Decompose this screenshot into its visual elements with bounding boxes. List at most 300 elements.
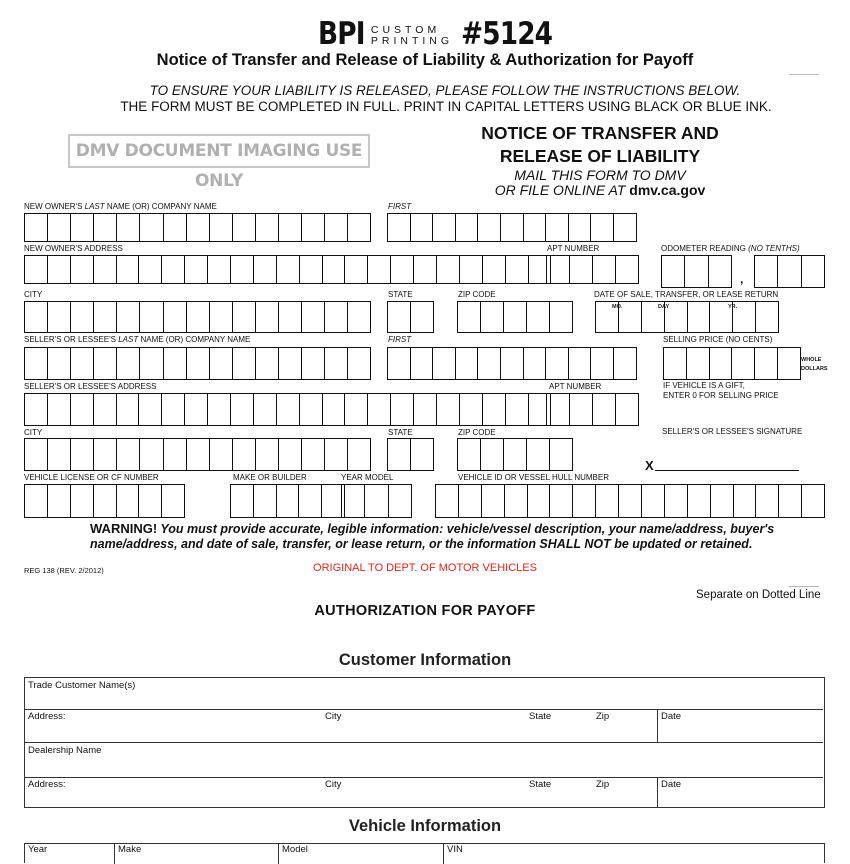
label-seller-name [24, 335, 250, 344]
input-seller-first-name[interactable] [387, 347, 636, 380]
char-box[interactable] [569, 393, 593, 426]
input-odometer-units[interactable] [754, 255, 824, 288]
char-box[interactable] [70, 213, 94, 242]
char-box[interactable] [618, 484, 642, 518]
file-online-line [440, 182, 760, 198]
char-box[interactable] [347, 347, 371, 380]
char-box[interactable] [347, 213, 371, 242]
char-box[interactable] [387, 301, 411, 333]
char-box[interactable] [661, 255, 685, 288]
label-last: LAST [118, 335, 139, 344]
field-zip[interactable]: Zip [596, 711, 610, 722]
field-dealership-name[interactable]: Dealership Name [28, 745, 102, 756]
char-box[interactable] [209, 213, 233, 242]
field-city[interactable]: City [325, 711, 342, 722]
char-box[interactable] [47, 301, 71, 333]
char-box[interactable] [436, 255, 460, 284]
input-vehicle-license[interactable] [24, 484, 184, 518]
char-box[interactable] [116, 347, 140, 380]
char-box[interactable] [590, 213, 614, 242]
label-part: NAME (OR) COMPANY NAME [104, 202, 217, 211]
char-box[interactable] [301, 438, 325, 471]
char-box[interactable] [298, 484, 322, 518]
char-box[interactable] [500, 213, 524, 242]
field-address[interactable]: Address: [28, 711, 66, 722]
char-box[interactable] [526, 438, 550, 471]
char-box[interactable] [278, 213, 302, 242]
char-box[interactable] [364, 484, 388, 518]
char-box[interactable] [207, 255, 231, 284]
label-last: LAST [84, 202, 105, 211]
label-seller-address: SELLER'S OR LESSEE'S ADDRESS [24, 382, 157, 391]
char-box[interactable] [299, 393, 323, 426]
char-box[interactable] [24, 393, 48, 426]
char-box[interactable] [505, 255, 529, 284]
char-box[interactable] [255, 347, 279, 380]
gift-note-line-1: IF VEHICLE IS A GIFT, [663, 381, 745, 390]
char-box[interactable] [569, 255, 593, 284]
label-seller-apt: APT NUMBER [549, 382, 602, 391]
char-box[interactable] [686, 347, 710, 380]
input-year-model[interactable] [341, 484, 411, 518]
char-box[interactable] [232, 438, 256, 471]
form-title: Notice of Transfer and Release of Liability & Authorization for Payoff [156, 51, 694, 69]
logo-printing: PRINTING [370, 35, 454, 47]
file-online-text: OR FILE ONLINE AT [494, 182, 626, 198]
dmv-website[interactable]: dmv.ca.gov [629, 182, 706, 198]
char-box[interactable] [301, 347, 325, 380]
char-box[interactable] [457, 301, 481, 333]
char-box[interactable] [186, 347, 210, 380]
char-box[interactable] [568, 347, 592, 380]
char-box[interactable] [255, 213, 279, 242]
char-box[interactable] [503, 438, 527, 471]
char-box[interactable] [70, 255, 94, 284]
char-box[interactable] [546, 255, 570, 284]
field-year[interactable]: Year [28, 844, 48, 855]
char-box[interactable] [455, 213, 479, 242]
char-box[interactable] [70, 347, 94, 380]
char-box[interactable] [613, 213, 637, 242]
label-new-owner-name [24, 202, 217, 211]
input-seller-apt[interactable] [546, 393, 638, 426]
char-box[interactable] [24, 301, 48, 333]
input-date-of-sale[interactable] [595, 301, 778, 333]
char-box[interactable] [410, 213, 434, 242]
char-box[interactable] [592, 255, 616, 284]
char-box[interactable] [70, 484, 94, 518]
vehicle-info-table [24, 843, 825, 863]
logo-form-number: #5124 [461, 16, 553, 52]
char-box[interactable] [232, 301, 256, 333]
char-box[interactable] [801, 484, 825, 518]
label-seller-state: STATE [388, 428, 413, 437]
char-box[interactable] [664, 484, 688, 518]
label-part: SELLER'S OR LESSEE'S [24, 335, 119, 344]
char-box[interactable] [523, 347, 547, 380]
char-box[interactable] [186, 301, 210, 333]
char-box[interactable] [457, 438, 481, 471]
char-box[interactable] [163, 213, 187, 242]
notice-title-line-1: NOTICE OF TRANSFER AND [481, 123, 719, 143]
char-box[interactable] [347, 438, 371, 471]
label-vehicle-id: VEHICLE ID OR VESSEL HULL NUMBER [458, 473, 610, 482]
char-box[interactable] [708, 255, 732, 288]
char-box[interactable] [47, 255, 71, 284]
reg-number: REG 138 (REV. 2/2012) [24, 566, 104, 575]
char-box[interactable] [209, 438, 233, 471]
char-box[interactable] [230, 255, 254, 284]
input-new-owner-state[interactable] [387, 301, 433, 333]
label-whole-dollars [801, 356, 828, 374]
char-box[interactable] [161, 484, 185, 518]
warning-text [90, 521, 790, 552]
field-trade-customer-names[interactable]: Trade Customer Name(s) [28, 680, 136, 691]
char-box[interactable] [684, 255, 708, 288]
field-state[interactable]: State [529, 711, 552, 722]
char-box[interactable] [163, 347, 187, 380]
field-dealer-city[interactable]: City [325, 779, 342, 790]
input-seller-city[interactable] [24, 438, 370, 471]
char-box[interactable] [432, 347, 456, 380]
input-new-owner-zip[interactable] [457, 301, 572, 333]
odometer-comma: , [740, 272, 744, 286]
char-box[interactable] [778, 484, 802, 518]
char-box[interactable] [24, 213, 48, 242]
label-gift-note [663, 381, 779, 400]
char-box[interactable] [161, 255, 185, 284]
char-box[interactable] [184, 255, 208, 284]
char-box[interactable] [545, 347, 569, 380]
char-box[interactable] [410, 347, 434, 380]
input-make-builder[interactable] [230, 484, 344, 518]
input-odometer-thousands[interactable] [661, 255, 731, 288]
label-part: NAME (OR) COMPANY NAME [138, 335, 251, 344]
char-box[interactable] [435, 484, 459, 518]
char-box[interactable] [186, 213, 210, 242]
char-box[interactable] [301, 213, 325, 242]
char-box[interactable] [93, 438, 117, 471]
input-new-owner-city[interactable] [24, 301, 370, 333]
char-box[interactable] [93, 301, 117, 333]
field-vin[interactable]: VIN [447, 844, 463, 855]
char-box[interactable] [253, 393, 277, 426]
col-divider [657, 777, 658, 807]
label-no-tenths: (NO TENTHS) [748, 244, 800, 253]
char-box[interactable] [481, 484, 505, 518]
char-box[interactable] [546, 393, 570, 426]
char-box[interactable] [116, 255, 140, 284]
char-box[interactable] [93, 255, 117, 284]
char-box[interactable] [138, 255, 162, 284]
label-vehicle-license: VEHICLE LICENSE OR CF NUMBER [24, 473, 159, 482]
char-box[interactable] [341, 484, 365, 518]
logo-bpi: BPI [318, 16, 365, 52]
notice-title-line-2: RELEASE OF LIABILITY [499, 146, 701, 166]
label-seller-zip: ZIP CODE [458, 428, 496, 437]
label-city: CITY [24, 290, 43, 299]
char-box[interactable] [436, 393, 460, 426]
input-new-owner-address[interactable] [24, 255, 550, 284]
field-dealer-state[interactable]: State [529, 779, 552, 790]
char-box[interactable] [477, 213, 501, 242]
char-box[interactable] [458, 484, 482, 518]
char-box[interactable] [503, 301, 527, 333]
char-box[interactable] [390, 255, 414, 284]
instruction-line-2: THE FORM MUST BE COMPLETED IN FULL. PRINT IN CAPITAL LETTERS USING BLACK OR BLUE INK. [120, 99, 772, 114]
char-box[interactable] [413, 393, 437, 426]
label-date-of-sale: DATE OF SALE, TRANSFER, OR LEASE RETURN [594, 290, 779, 299]
field-model[interactable]: Model [282, 844, 308, 855]
char-box[interactable] [801, 255, 825, 288]
char-box[interactable] [710, 484, 734, 518]
char-box[interactable] [322, 255, 346, 284]
char-box[interactable] [500, 347, 524, 380]
char-box[interactable] [526, 301, 550, 333]
char-box[interactable] [278, 347, 302, 380]
label-seller-signature: SELLER'S OR LESSEE'S SIGNATURE [662, 427, 803, 436]
char-box[interactable] [755, 484, 779, 518]
char-box[interactable] [387, 213, 411, 242]
char-box[interactable] [209, 347, 233, 380]
char-box[interactable] [777, 255, 801, 288]
char-box[interactable] [459, 393, 483, 426]
char-box[interactable] [253, 255, 277, 284]
char-box[interactable] [755, 301, 779, 333]
instruction-line-1: TO ENSURE YOUR LIABILITY IS RELEASED, PLEASE FOLLOW THE INSTRUCTIONS BELOW. [149, 83, 741, 98]
char-box[interactable] [230, 393, 254, 426]
char-box[interactable] [324, 347, 348, 380]
char-box[interactable] [24, 438, 48, 471]
label-new-owner-address: NEW OWNER'S ADDRESS [24, 244, 123, 253]
dmv-imaging-box: DMV DOCUMENT IMAGING USE ONLY [68, 134, 370, 168]
char-box[interactable] [613, 347, 637, 380]
customer-info-table [24, 677, 825, 808]
char-box[interactable] [733, 484, 757, 518]
char-box[interactable] [568, 213, 592, 242]
char-box[interactable] [116, 484, 140, 518]
input-seller-address[interactable] [24, 393, 550, 426]
char-box[interactable] [116, 393, 140, 426]
char-box[interactable] [70, 438, 94, 471]
label-state: STATE [388, 290, 413, 299]
char-box[interactable] [480, 301, 504, 333]
char-box[interactable] [615, 393, 639, 426]
char-box[interactable] [387, 347, 411, 380]
char-box[interactable] [139, 213, 163, 242]
char-box[interactable] [209, 301, 233, 333]
mail-instruction: MAIL THIS FORM TO DMV [514, 167, 686, 183]
char-box[interactable] [184, 393, 208, 426]
char-box[interactable] [388, 484, 412, 518]
field-dealer-date[interactable]: Date [661, 779, 682, 790]
char-box[interactable] [367, 255, 391, 284]
char-box[interactable] [139, 438, 163, 471]
label-zip: ZIP CODE [458, 290, 496, 299]
bpi-logo [318, 16, 568, 50]
char-box[interactable] [549, 484, 573, 518]
char-box[interactable] [477, 347, 501, 380]
gift-note-line-2: ENTER 0 FOR SELLING PRICE [663, 390, 779, 400]
label-selling-price: SELLING PRICE (NO CENTS) [663, 335, 773, 344]
label-make-builder: MAKE OR BUILDER [233, 473, 307, 482]
label-odometer [661, 244, 800, 253]
char-box[interactable] [549, 301, 573, 333]
char-box[interactable] [390, 393, 414, 426]
char-box[interactable] [276, 393, 300, 426]
char-box[interactable] [24, 484, 48, 518]
char-box[interactable] [299, 255, 323, 284]
char-box[interactable] [232, 213, 256, 242]
char-box[interactable] [138, 393, 162, 426]
logo-custom: CUSTOM [370, 24, 441, 36]
signature-x: X [645, 458, 654, 473]
char-box[interactable] [93, 393, 117, 426]
char-box[interactable] [505, 393, 529, 426]
char-box[interactable] [527, 484, 551, 518]
char-box[interactable] [116, 301, 140, 333]
char-box[interactable] [459, 255, 483, 284]
char-box[interactable] [504, 484, 528, 518]
char-box[interactable] [347, 301, 371, 333]
char-box[interactable] [590, 347, 614, 380]
char-box[interactable] [139, 347, 163, 380]
field-dealer-address[interactable]: Address: [28, 779, 66, 790]
customer-info-heading: Customer Information [338, 651, 512, 669]
top-right-rule [789, 74, 819, 75]
char-box[interactable] [232, 347, 256, 380]
char-box[interactable] [777, 347, 801, 380]
input-vehicle-id[interactable] [435, 484, 824, 518]
char-box[interactable] [455, 347, 479, 380]
char-box[interactable] [480, 438, 504, 471]
char-box[interactable] [47, 213, 71, 242]
label-whole: WHOLE [801, 357, 822, 363]
field-make[interactable]: Make [118, 844, 142, 855]
label-part: NEW OWNER'S [24, 202, 85, 211]
signature-line[interactable] [655, 470, 799, 471]
char-box[interactable] [482, 255, 506, 284]
label-day: DAY [658, 304, 670, 310]
char-box[interactable] [186, 438, 210, 471]
char-box[interactable] [410, 301, 434, 333]
input-selling-price[interactable] [663, 347, 800, 380]
char-box[interactable] [278, 301, 302, 333]
char-box[interactable] [413, 255, 437, 284]
char-box[interactable] [255, 438, 279, 471]
char-box[interactable] [344, 255, 368, 284]
input-seller-zip[interactable] [457, 438, 572, 471]
char-box[interactable] [70, 393, 94, 426]
char-box[interactable] [47, 347, 71, 380]
col-divider [443, 844, 444, 864]
char-box[interactable] [163, 438, 187, 471]
char-box[interactable] [324, 438, 348, 471]
label-seller-first: FIRST [388, 335, 412, 344]
warning-body: You must provide accurate, legible information: vehicle/vessel description, your name/address, buyer's name/address, and date of sale, transfer, or lease return, or the information SHALL NOT be updated or retained. [90, 522, 775, 551]
char-box[interactable] [754, 255, 778, 288]
input-seller-last-name[interactable] [24, 347, 370, 380]
char-box[interactable] [482, 393, 506, 426]
char-box[interactable] [592, 393, 616, 426]
char-box[interactable] [93, 213, 117, 242]
label-year: YR. [728, 304, 738, 310]
char-box[interactable] [663, 347, 687, 380]
input-new-owner-last-name[interactable] [24, 213, 370, 242]
char-box[interactable] [549, 438, 573, 471]
char-box[interactable] [138, 484, 162, 518]
char-box[interactable] [322, 393, 346, 426]
char-box[interactable] [687, 484, 711, 518]
input-new-owner-apt[interactable] [546, 255, 638, 284]
char-box[interactable] [276, 484, 300, 518]
char-box[interactable] [709, 347, 733, 380]
char-box[interactable] [545, 213, 569, 242]
char-box[interactable] [47, 393, 71, 426]
char-box[interactable] [615, 255, 639, 284]
char-box[interactable] [687, 301, 711, 333]
warning-label: WARNING! [90, 521, 158, 536]
char-box[interactable] [595, 484, 619, 518]
payoff-title: AUTHORIZATION FOR PAYOFF [314, 603, 536, 619]
field-date[interactable]: Date [661, 711, 682, 722]
char-box[interactable] [70, 301, 94, 333]
label-apt-number: APT NUMBER [547, 244, 600, 253]
label-month: MO. [612, 304, 623, 310]
char-box[interactable] [24, 255, 48, 284]
char-box[interactable] [432, 213, 456, 242]
char-box[interactable] [93, 347, 117, 380]
char-box[interactable] [139, 301, 163, 333]
char-box[interactable] [47, 438, 71, 471]
dotted-line-rule [789, 586, 819, 587]
char-box[interactable] [207, 393, 231, 426]
char-box[interactable] [367, 393, 391, 426]
char-box[interactable] [161, 393, 185, 426]
char-box[interactable] [344, 393, 368, 426]
char-box[interactable] [116, 438, 140, 471]
char-box[interactable] [754, 347, 778, 380]
field-dealer-zip[interactable]: Zip [596, 779, 610, 790]
char-box[interactable] [278, 438, 302, 471]
label-dollars: DOLLARS [801, 366, 828, 372]
char-box[interactable] [523, 213, 547, 242]
label-seller-city: CITY [24, 428, 43, 437]
char-box[interactable] [230, 484, 254, 518]
vehicle-info-heading: Vehicle Information [348, 817, 502, 835]
char-box[interactable] [387, 438, 411, 471]
char-box[interactable] [24, 347, 48, 380]
char-box[interactable] [93, 484, 117, 518]
char-box[interactable] [47, 484, 71, 518]
char-box[interactable] [324, 301, 348, 333]
char-box[interactable] [572, 484, 596, 518]
input-new-owner-first-name[interactable] [387, 213, 636, 242]
char-box[interactable] [301, 301, 325, 333]
original-to-dmv: ORIGINAL TO DEPT. OF MOTOR VEHICLES [313, 562, 537, 574]
char-box[interactable] [253, 484, 277, 518]
char-box[interactable] [116, 213, 140, 242]
char-box[interactable] [276, 255, 300, 284]
char-box[interactable] [731, 347, 755, 380]
char-box[interactable] [324, 213, 348, 242]
input-seller-state[interactable] [387, 438, 433, 471]
label-year-model: YEAR MODEL [341, 473, 394, 482]
char-box[interactable] [641, 484, 665, 518]
char-box[interactable] [410, 438, 434, 471]
char-box[interactable] [163, 301, 187, 333]
char-box[interactable] [255, 301, 279, 333]
